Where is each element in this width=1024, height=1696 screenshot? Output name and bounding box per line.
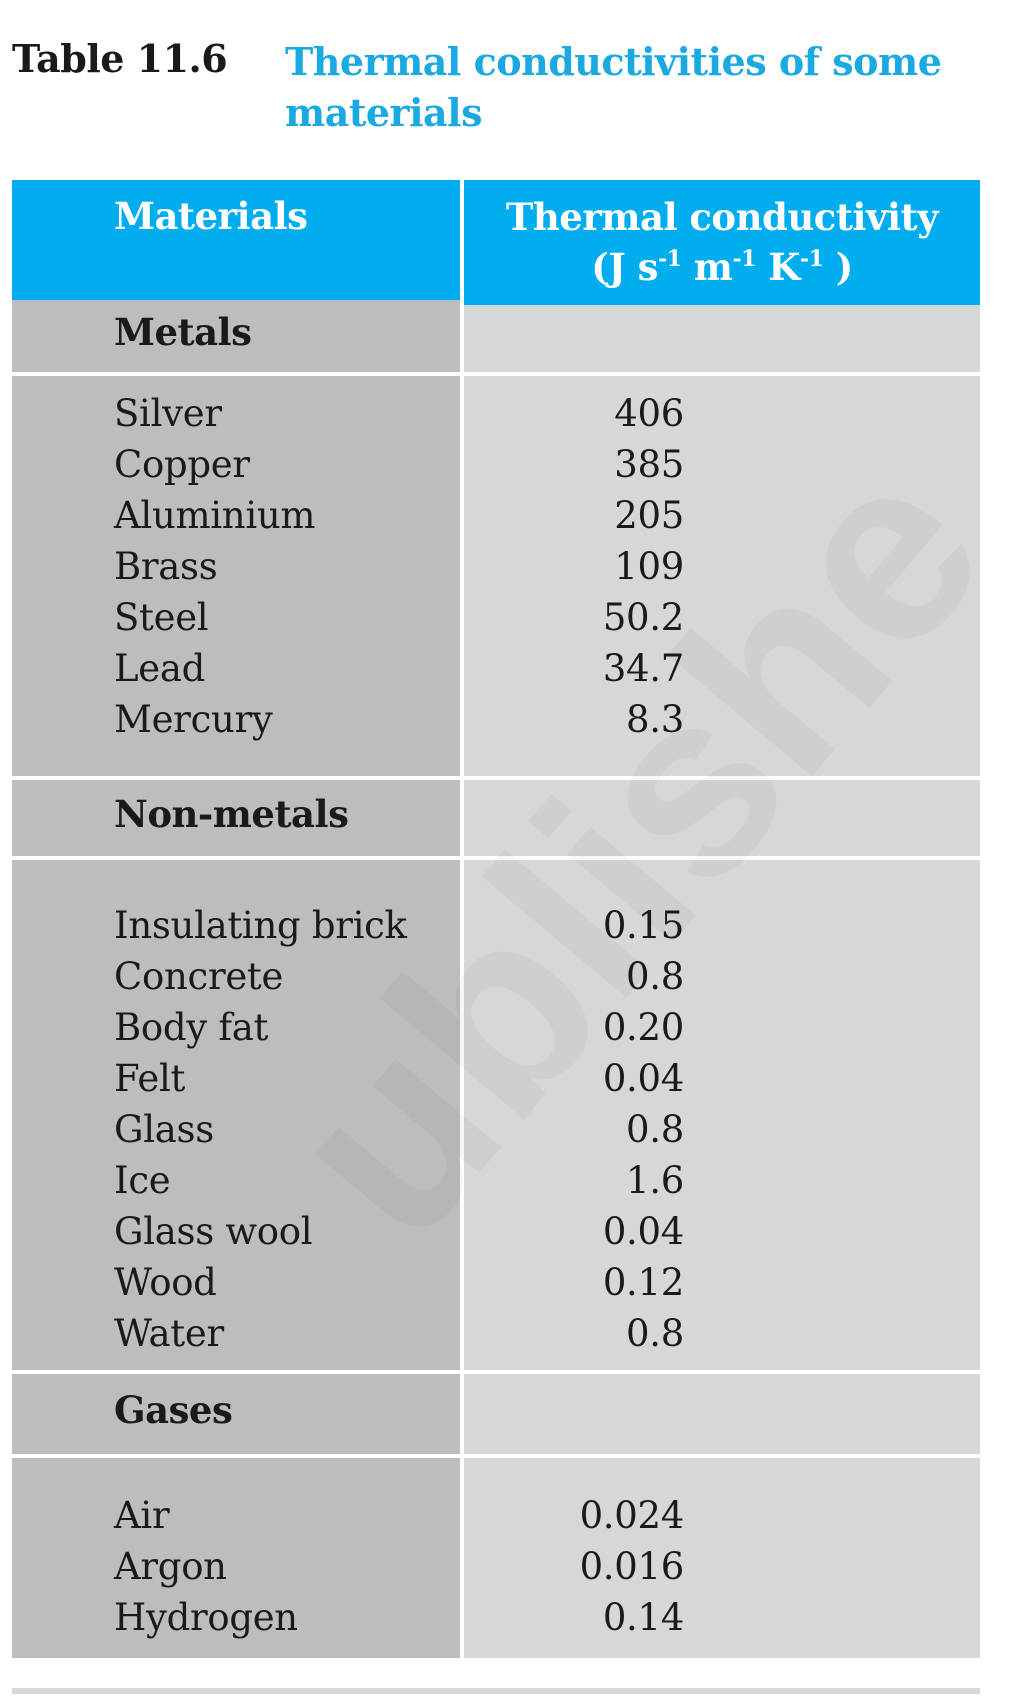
material-name: Brass (114, 545, 218, 588)
unit-j-s: (J s (591, 245, 658, 289)
table-bottom-rule (12, 1688, 980, 1694)
table-number: Table 11.6 (12, 36, 228, 81)
material-name: Air (114, 1494, 170, 1537)
material-name: Mercury (114, 698, 273, 741)
conductivity-value: 1.6 (626, 1159, 684, 1202)
material-name: Ice (114, 1159, 171, 1202)
material-name: Glass (114, 1108, 214, 1151)
unit-exp: -1 (732, 246, 756, 272)
conductivity-value: 0.20 (602, 1006, 684, 1049)
material-name: Concrete (114, 955, 284, 998)
section-header-non-metals (12, 780, 980, 856)
header-conductivity (464, 192, 980, 292)
table-caption (12, 36, 1012, 136)
table-title: Thermal conductivities of some materials (285, 39, 942, 135)
unit-exp: -1 (799, 246, 824, 272)
header-conductivity-label: Thermal conductivity (505, 195, 939, 239)
conductivity-value: 205 (614, 494, 684, 537)
conductivity-value: 406 (614, 392, 684, 435)
material-name: Silver (114, 392, 222, 435)
values-cell (464, 860, 980, 1370)
material-name: Argon (114, 1545, 227, 1588)
table-header-row (12, 180, 980, 302)
material-name: Wood (114, 1261, 217, 1304)
conductivity-value: 0.8 (626, 1108, 684, 1151)
conductivity-value: 0.024 (579, 1494, 684, 1537)
section-label: Non-metals (114, 792, 349, 836)
values-cell (464, 1458, 980, 1658)
section-value-cell (464, 780, 980, 856)
material-name: Hydrogen (114, 1596, 298, 1639)
header-conductivity-unit (464, 242, 980, 292)
material-name: Steel (114, 596, 209, 639)
unit-exp: -1 (657, 246, 682, 272)
section-body-non-metals (12, 860, 980, 1370)
unit-m: m (681, 245, 733, 289)
material-name: Body fat (114, 1006, 269, 1049)
material-name: Glass wool (114, 1210, 313, 1253)
section-label-cell (12, 780, 460, 856)
conductivity-value: 385 (614, 443, 684, 486)
unit-k: K (755, 245, 800, 289)
section-body-gases (12, 1458, 980, 1658)
section-label: Gases (114, 1388, 233, 1432)
conductivity-value: 0.8 (626, 1312, 684, 1355)
materials-cell (12, 860, 460, 1370)
section-label: Metals (114, 310, 252, 354)
material-name: Insulating brick (114, 904, 407, 947)
conductivity-value: 0.15 (602, 904, 684, 947)
section-header-gases (12, 1374, 980, 1454)
conductivity-value: 0.14 (602, 1596, 684, 1639)
section-body-metals (12, 376, 980, 776)
conductivity-value: 8.3 (626, 698, 684, 741)
conductivity-value: 0.8 (626, 955, 684, 998)
material-name: Lead (114, 647, 206, 690)
section-header-metals (12, 300, 980, 372)
section-value-cell (464, 1374, 980, 1454)
unit-close: ) (823, 245, 853, 289)
material-name: Aluminium (114, 494, 316, 537)
material-name: Copper (114, 443, 250, 486)
conductivity-value: 0.12 (602, 1261, 684, 1304)
section-label-cell (12, 300, 460, 372)
header-cell-materials (12, 180, 460, 300)
section-label-cell (12, 1374, 460, 1454)
conductivity-value: 34.7 (602, 647, 684, 690)
header-cell-conductivity (464, 180, 980, 305)
material-name: Felt (114, 1057, 186, 1100)
conductivity-value: 109 (614, 545, 684, 588)
header-materials: Materials (114, 194, 308, 238)
conductivity-value: 0.016 (579, 1545, 684, 1588)
conductivity-value: 0.04 (602, 1210, 684, 1253)
conductivity-value: 0.04 (602, 1057, 684, 1100)
conductivity-value: 50.2 (602, 596, 684, 639)
material-name: Water (114, 1312, 224, 1355)
materials-cell (12, 376, 460, 776)
values-cell (464, 376, 980, 776)
materials-cell (12, 1458, 460, 1658)
section-value-cell (464, 305, 980, 372)
